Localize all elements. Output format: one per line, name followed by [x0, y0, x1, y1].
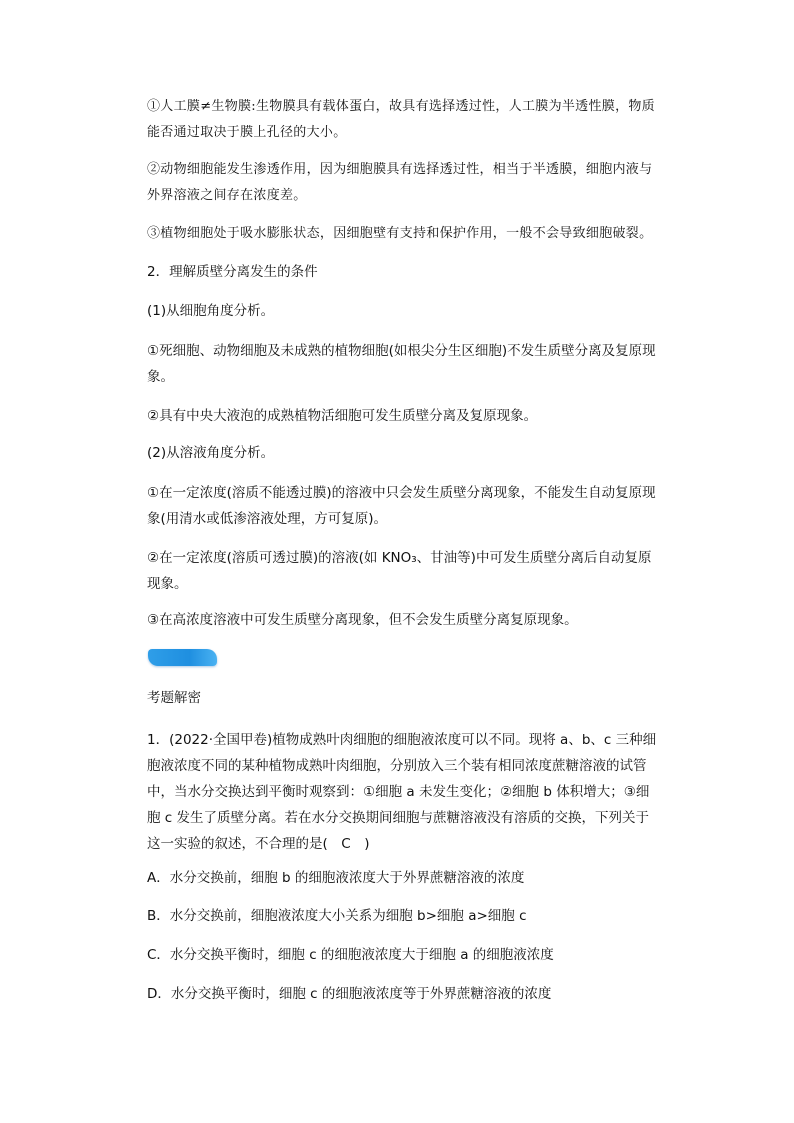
section-heading-plasmolysis-conditions: 2．理解质壁分离发生的条件 — [147, 264, 318, 280]
exam-section-label: 考题解密 — [147, 690, 201, 706]
item-solution-perspective-1: ①在一定浓度(溶质不能透过膜)的溶液中只会发生质壁分离现象，不能发生自动复原现象(用清水或低渗溶液处理，方可复原)。 — [147, 485, 656, 527]
section-banner-decoration — [148, 649, 217, 666]
paragraph-plant-cell-swelling: ③植物细胞处于吸水膨胀状态，因细胞壁有支持和保护作用，一般不会导致细胞破裂。 — [147, 226, 653, 241]
subheading-solution-perspective: (2)从溶液角度分析。 — [147, 445, 275, 461]
item-solution-perspective-3: ③在高浓度溶液中可发生质壁分离现象，但不会发生质壁分离复原现象。 — [147, 612, 578, 628]
exam-question-1: 1．(2022·全国甲卷)植物成熟叶肉细胞的细胞液浓度可以不同。现将 a、b、c 三种细胞液浓度不同的某种植物成熟叶肉细胞，分别放入三个装有相同浓度蔗糖溶液的试管中，当水分交换达到平衡时观察到：①细胞 a 未发生变化；②细胞 b 体积增大；③细胞 c 发生了质壁分离。若在水分交换期间细胞与蔗糖溶液没有溶质的交换，下列关于这一实验的叙述，不合理的是( C ) — [147, 732, 657, 852]
paragraph-artificial-membrane: ①人工膜≠生物膜:生物膜具有载体蛋白，故具有选择透过性，人工膜为半透性膜，物质能否通过取决于膜上孔径的大小。 — [147, 99, 655, 140]
option-d: D．水分交换平衡时，细胞 c 的细胞液浓度等于外界蔗糖溶液的浓度 — [147, 986, 552, 1002]
item-solution-perspective-2: ②在一定浓度(溶质可透过膜)的溶液(如 KNO₃、甘油等)中可发生质壁分离后自动复原现象。 — [147, 550, 652, 592]
paragraph-animal-cell-osmosis: ②动物细胞能发生渗透作用，因为细胞膜具有选择透过性，相当于半透膜，细胞内液与外界溶液之间存在浓度差。 — [147, 162, 653, 203]
item-cell-perspective-2: ②具有中央大液泡的成熟植物活细胞可发生质壁分离及复原现象。 — [147, 408, 538, 424]
subheading-cell-perspective: (1)从细胞角度分析。 — [147, 303, 275, 319]
option-a: A．水分交换前，细胞 b 的细胞液浓度大于外界蔗糖溶液的浓度 — [147, 870, 525, 886]
option-c: C．水分交换平衡时，细胞 c 的细胞液浓度大于细胞 a 的细胞液浓度 — [147, 947, 554, 963]
option-b: B．水分交换前，细胞液浓度大小关系为细胞 b>细胞 a>细胞 c — [147, 908, 527, 924]
item-cell-perspective-1: ①死细胞、动物细胞及未成熟的植物细胞(如根尖分生区细胞)不发生质壁分离及复原现象。 — [147, 343, 656, 385]
